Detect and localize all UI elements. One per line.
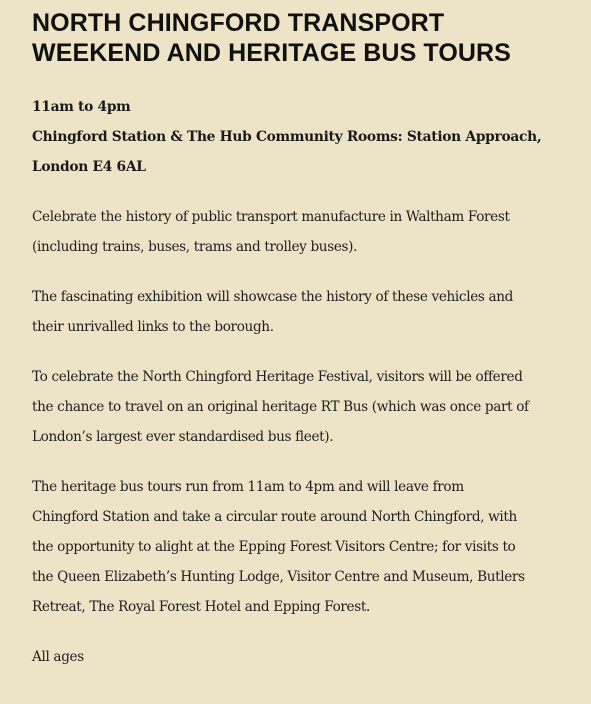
paragraph-line: The heritage bus tours run from 11am to 4pm and will leave from <box>32 479 464 495</box>
paragraph-festival <box>32 362 580 452</box>
paragraph-line: To celebrate the North Chingford Heritage Festival, visitors will be offered <box>32 369 523 385</box>
audience-text: All ages <box>32 649 84 665</box>
paragraph-line: their unrivalled links to the borough. <box>32 319 274 335</box>
event-title <box>32 8 580 68</box>
event-title-line-2: WEEKEND AND HERITAGE BUS TOURS <box>32 39 511 67</box>
event-title-line-1: NORTH CHINGFORD TRANSPORT <box>32 9 445 37</box>
paragraph-line: the chance to travel on an original heritage RT Bus (which was once part of <box>32 399 529 415</box>
paragraph-history <box>32 202 580 262</box>
paragraph-line: Retreat, The Royal Forest Hotel and Epping Forest. <box>32 599 370 615</box>
paragraph-line: the Queen Elizabeth’s Hunting Lodge, Visitor Centre and Museum, Butlers <box>32 569 525 585</box>
event-details <box>32 92 580 182</box>
paragraph-line: London’s largest ever standardised bus fleet). <box>32 429 334 445</box>
paragraph-audience <box>32 642 580 672</box>
paragraph-line: the opportunity to alight at the Epping Forest Visitors Centre; for visits to <box>32 539 516 555</box>
paragraph-line: The fascinating exhibition will showcase the history of these vehicles and <box>32 289 513 305</box>
paragraph-bus-tours <box>32 472 580 622</box>
paragraph-exhibition <box>32 282 580 342</box>
paragraph-line: Celebrate the history of public transport manufacture in Waltham Forest <box>32 209 510 225</box>
paragraph-line: (including trains, buses, trams and trolley buses). <box>32 239 358 255</box>
paragraph-line: Chingford Station and take a circular route around North Chingford, with <box>32 509 517 525</box>
event-location-line-1: Chingford Station & The Hub Community Rooms: Station Approach, <box>32 129 542 145</box>
event-listing <box>32 8 580 672</box>
event-location-line-2: London E4 6AL <box>32 159 146 175</box>
event-time: 11am to 4pm <box>32 99 131 115</box>
